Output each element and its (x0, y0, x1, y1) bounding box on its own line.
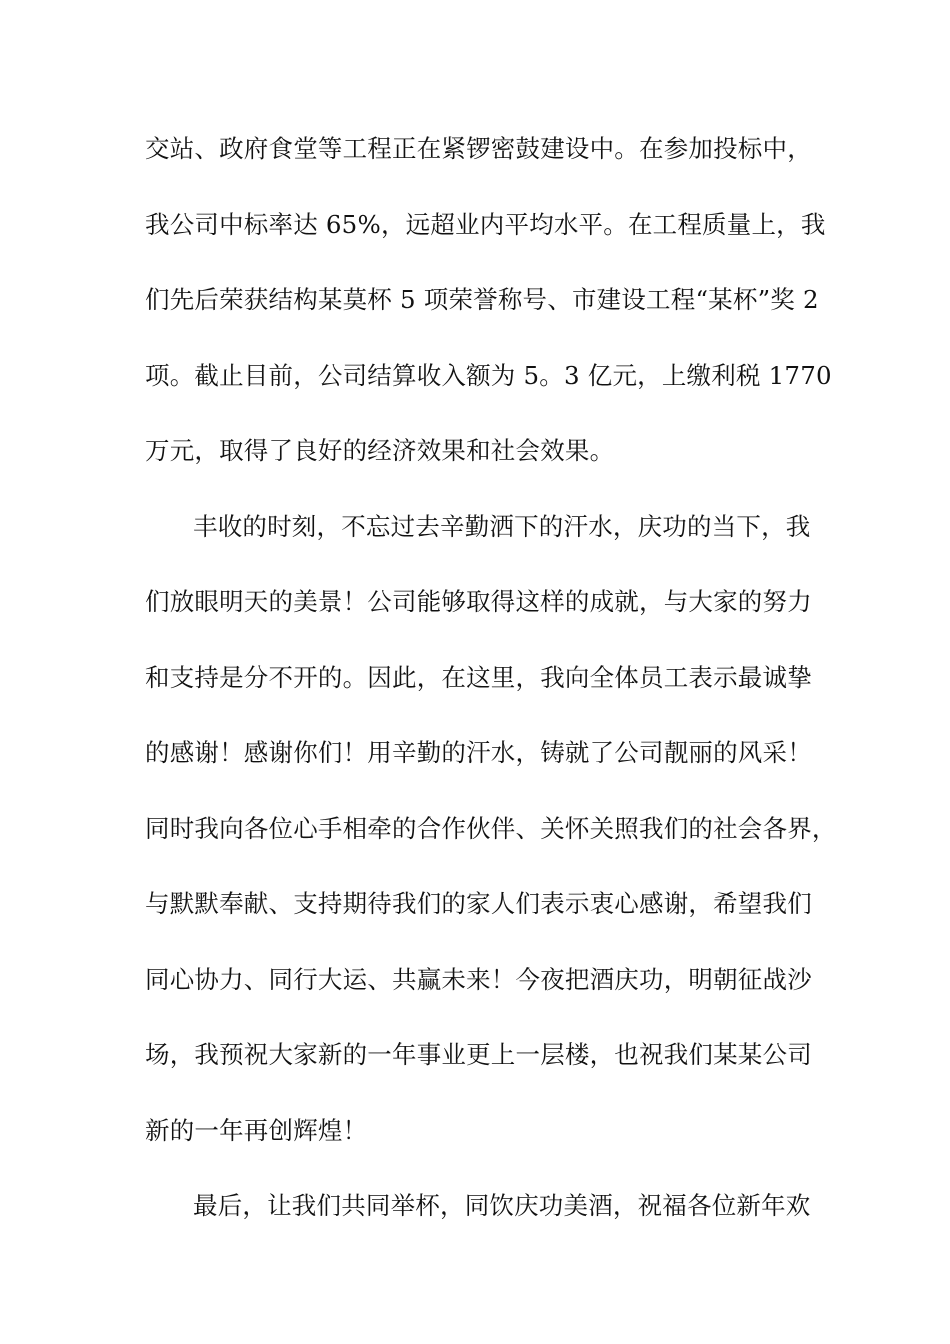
text-line: 们放眼明天的美景！公司能够取得这样的成就，与大家的努力 (145, 587, 812, 616)
text-line: 交站、政府食堂等工程正在紧锣密鼓建设中。在参加投标中， (145, 134, 812, 163)
text-line: 新的一年再创辉煌！ (145, 1115, 368, 1145)
text-line: 场，我预祝大家新的一年事业更上一层楼，也祝我们某某公司 (145, 1040, 812, 1069)
text-line: 同心协力、同行大运、共赢未来！今夜把酒庆功，明朝征战沙 (145, 964, 812, 994)
paragraph-first-line: 丰收的时刻，不忘过去辛勤洒下的汗水，庆功的当下，我 (193, 511, 811, 541)
text-line: 的感谢！感谢你们！用辛勤的汗水，铸就了公司靓丽的风采！ (145, 738, 812, 767)
body-text (145, 126, 837, 1259)
text-line: 同时我向各位心手相牵的合作伙伴、关怀关照我们的社会各界， (145, 813, 837, 843)
text-line: 项。截止目前，公司结算收入额为 5。3 亿元，上缴利税 1770 (145, 360, 832, 390)
paragraph-first-line: 最后，让我们共同举杯，同饮庆功美酒，祝福各位新年欢 (193, 1191, 811, 1220)
text-line: 与默默奉献、支持期待我们的家人们表示衷心感谢，希望我们 (145, 889, 812, 918)
text-line: 和支持是分不开的。因此，在这里，我向全体员工表示最诚挚 (145, 662, 812, 692)
text-line: 们先后荣获结构某莫杯 5 项荣誉称号、市建设工程“某杯”奖 2 (145, 285, 819, 314)
text-line: 我公司中标率达 65%，远超业内平均水平。在工程质量上，我 (145, 209, 826, 239)
text-line: 万元，取得了良好的经济效果和社会效果。 (145, 436, 615, 465)
